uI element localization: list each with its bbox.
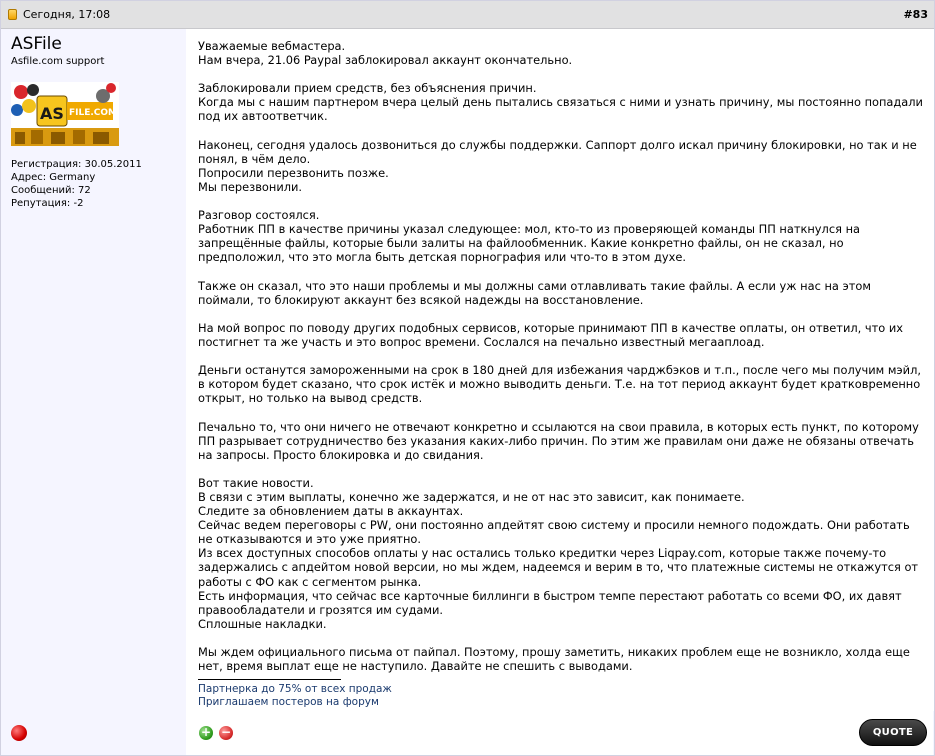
message-paragraph-6: На мой вопрос по поводу других подобных сервисов, которые принимают ПП в качестве оплаты, он ответил, что их постигнет та же участь и это вопрос времени. Сослался на печально известный мегааплоад. (198, 320, 903, 349)
username-link[interactable]: ASFile (11, 34, 62, 54)
user-registration: Регистрация: 30.05.2011 (11, 159, 142, 170)
user-address: Адрес: Germany (11, 172, 96, 183)
message-paragraph-3: Наконец, сегодня удалось дозвониться до службы поддержки. Саппорт долго искал причину блокировки, но так и не понял, в чём дело. Попросили перезвонить позже. Мы перезвонили. (198, 137, 917, 194)
offline-status-icon (11, 725, 27, 741)
post-message (198, 39, 923, 673)
avatar[interactable] (11, 82, 119, 146)
signature (198, 683, 392, 709)
post-icon (8, 9, 17, 20)
reputation-minus-icon[interactable]: − (220, 725, 232, 739)
footer-right-area (186, 711, 933, 755)
message-paragraph-10: Мы ждем официального письма от пайпал. Поэтому, прошу заметить, никаких проблем еще не возникло, холда еще нет, время выплат еще не наступило. Давайте не спешить с выводами. (198, 645, 910, 674)
post-header (1, 1, 934, 29)
svg-text:FILE.COM: FILE.COM (69, 108, 118, 118)
message-paragraph-9: Вот такие новости. В связи с этим выплаты, конечно же задержатся, и не от нас это зависит, как понимаете. Следите за обновлением даты в аккаунтах. Сейчас ведем переговоры с PW, они постоянно апдейтят свою систему и просили немного подождать. Они работать не отказываются и это уже приятно. Из всех доступных способов оплаты у нас остались только кредитки через Liqpay.com, которые также почему-то задержались с апдейтом новой версии, но мы ждем, надеемся и верим в то, что платежные системы не откажутся от работы с ФО как с сегментом рынка. Есть информация, что сейчас все карточные биллинги в быстром темпе перестают работать со всеми ФО, их давят правообладатели и грозятся им судами. Сплошные накладки. (198, 475, 919, 631)
user-post-count: Сообщений: 72 (11, 185, 91, 196)
post-number-link[interactable]: #83 (903, 8, 928, 21)
message-paragraph-1: Уважаемые вебмастера. Нам вчера, 21.06 Paypal заблокировал аккаунт окончательно. (198, 39, 573, 68)
post-date: Сегодня, 17:08 (23, 8, 111, 21)
user-reputation: Репутация: -2 (11, 198, 84, 209)
signature-link-posters[interactable]: Приглашаем постеров на форум (198, 696, 379, 708)
reputation-plus-icon[interactable]: + (200, 725, 212, 739)
message-paragraph-2: Заблокировали прием средств, без объяснения причин. Когда мы с нашим партнером вчера целый день пытались связаться с ними и узнать причину, мы постоянно попадали под их автоответчик. (198, 81, 923, 124)
message-paragraph-8: Печально то, что они ничего не отвечают конкретно и ссылаются на свои правила, в которых есть пункт, по которому ПП разрывает сотрудничество без указания каких-либо причин. По этим же правилам они даже не обязаны отвечать на запросы. Просто блокировка и до свидания. (198, 419, 919, 462)
user-title: Asfile.com support (11, 56, 105, 67)
post-footer (1, 711, 934, 755)
user-info-panel (1, 29, 186, 711)
quote-button[interactable]: QUOTE (859, 719, 927, 746)
message-paragraph-4: Разговор состоялся. Работник ПП в качестве причины указал следующее: мол, кто-то из проверяющей команды ПП наткнулся на запрещённые файлы, которые были залиты на файлообменник. Какие конкретно файлы, он не сказал, но предположил, что это могла быть детская порнография или что-то в этом духе. (198, 208, 860, 265)
signature-divider (198, 679, 341, 680)
message-paragraph-7: Деньги останутся замороженными на срок в 180 дней для избежания чарджбэков и т.п., после чего мы получим мэйл, в котором будет сказано, что срок истёк и можно выводить деньги. Т.е. на тот период аккаунт будет кратковременно открыт, но только на вывод средств. (198, 363, 921, 406)
svg-text:AS: AS (40, 104, 64, 123)
message-panel (186, 29, 933, 711)
user-stats (11, 158, 142, 210)
signature-link-partner[interactable]: Партнерка до 75% от всех продаж (198, 683, 392, 695)
message-paragraph-5: Также он сказал, что это наши проблемы и мы должны сами отлавливать такие файлы. А если уж нас на этом поймали, то блокируют аккаунт без всякой надежды на восстановление. (198, 278, 871, 307)
